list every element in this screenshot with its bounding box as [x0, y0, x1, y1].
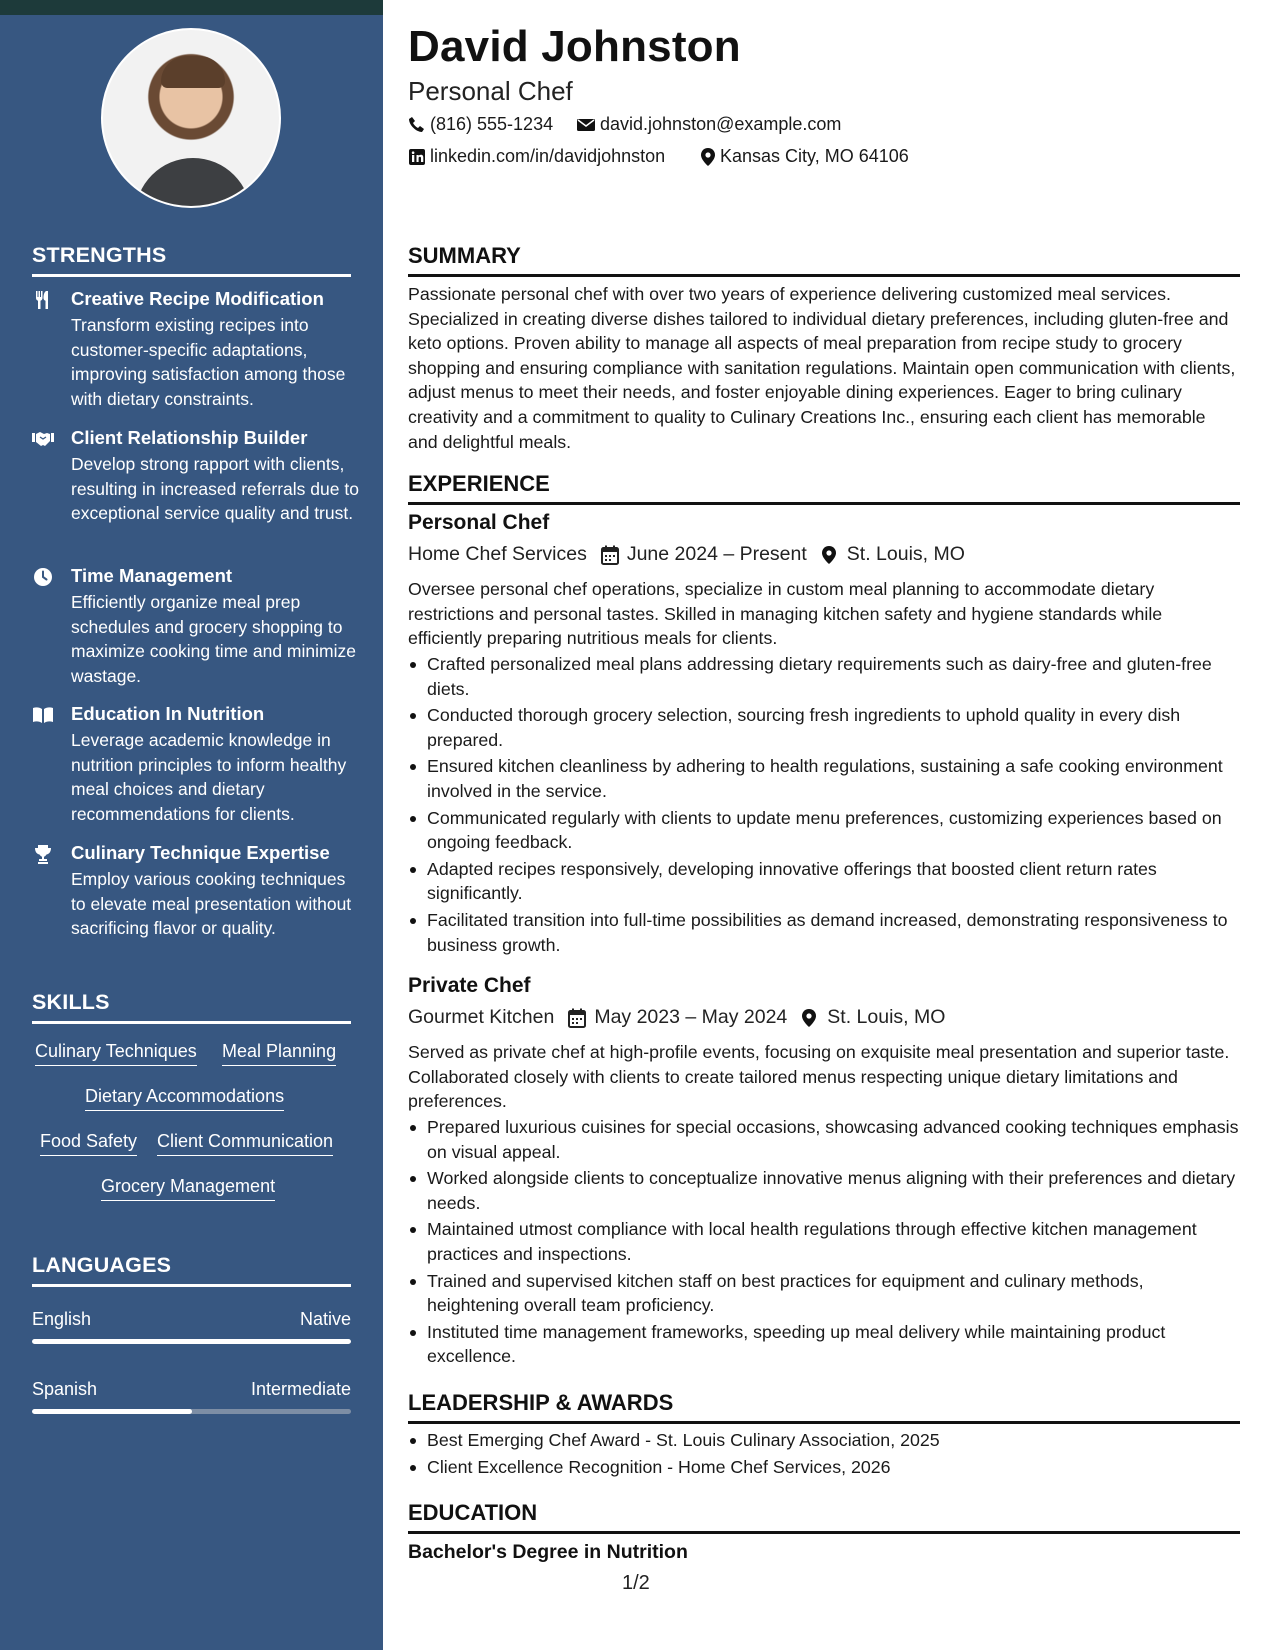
calendar-icon: [601, 545, 619, 565]
job-2-dates: May 2023 – May 2024: [594, 1006, 788, 1028]
strengths-heading: STRENGTHS: [32, 243, 351, 277]
contact-linkedin: [408, 146, 665, 167]
job-2-bullet: Instituted time management frameworks, speeding up meal delivery while maintaining product excellence.: [408, 1320, 1240, 1369]
skill-tag: Culinary Techniques: [35, 1041, 197, 1066]
utensils-icon: [32, 290, 54, 310]
email-text: david.johnston@example.com: [600, 114, 842, 134]
trophy-icon: [32, 844, 54, 864]
job-title-header: Personal Chef: [408, 76, 573, 106]
skill-tag: Food Safety: [40, 1131, 137, 1156]
strength-title: Client Relationship Builder: [71, 427, 308, 448]
strength-title: Education In Nutrition: [71, 703, 265, 724]
skill-tag: Grocery Management: [101, 1176, 275, 1201]
summary-text: Passionate personal chef with over two years of experience delivering customized meal services. Specialized in creating diverse dishes tailored to individual dietary preferences, including gluten-free and keto options. Proven ability to manage all aspects of meal preparation from recipe study to grocery shopping and ensuring compliance with sanitation regulations. Maintain open communication with clients, adjust menus to meet their needs, and foster enjoyable dining experiences. Eager to bring culinary creativity and a commitment to quality to Culinary Creations Inc., ensuring each client has memorable and delightful meals.: [408, 284, 1236, 452]
award-item: Best Emerging Chef Award - St. Louis Culinary Association, 2025: [408, 1428, 1240, 1453]
summary-heading: SUMMARY: [408, 243, 1240, 277]
language-row: [32, 1309, 351, 1330]
strength-desc: Efficiently organize meal prep schedules and grocery shopping to maximize cooking time and minimize wastage.: [71, 592, 356, 686]
job-1-bullet: Facilitated transition into full-time possibilities as demand increased, demonstrating responsiveness to business growth.: [408, 908, 1240, 957]
job-2-title: Private Chef: [408, 974, 531, 997]
job-2-location: St. Louis, MO: [827, 1006, 946, 1028]
strength-desc: Transform existing recipes into customer-specific adaptations, improving satisfaction among those with dietary constraints.: [71, 315, 346, 409]
language-name: Spanish: [32, 1379, 98, 1399]
award-item: Client Excellence Recognition - Home Chef Services, 2026: [408, 1455, 1240, 1480]
language-proficiency-bar: [32, 1409, 351, 1414]
job-1-dates: June 2024 – Present: [626, 543, 807, 565]
language-proficiency-bar: [32, 1339, 351, 1344]
language-level: Intermediate: [250, 1379, 351, 1399]
sidebar: [0, 0, 383, 1650]
contact-location: [700, 146, 909, 167]
clock-icon: [32, 567, 54, 587]
leadership-list: [408, 1428, 1240, 1481]
main-content: [408, 0, 1240, 1650]
map-pin-icon: [700, 147, 716, 167]
envelope-icon: [576, 117, 596, 133]
job-1-bullets: [408, 652, 1240, 959]
strength-desc: Employ various cooking techniques to elevate meal presentation without sacrificing flavor or quality.: [71, 869, 352, 938]
language-proficiency-fill: [32, 1339, 351, 1344]
job-2-meta: [408, 1006, 945, 1029]
contact-email: [576, 114, 841, 135]
job-1-location: St. Louis, MO: [846, 543, 965, 565]
job-2-bullets: [408, 1115, 1240, 1371]
job-2-bullet: Worked alongside clients to conceptualize innovative menus aligning with their preferences and dietary needs.: [408, 1166, 1240, 1215]
strength-title: Creative Recipe Modification: [71, 288, 324, 309]
job-1-meta: [408, 543, 965, 566]
language-name: English: [32, 1309, 92, 1329]
map-pin-icon: [801, 1008, 817, 1028]
skills-heading: SKILLS: [32, 990, 351, 1024]
language-level: Native: [299, 1309, 351, 1329]
leadership-heading: LEADERSHIP & AWARDS: [408, 1390, 1240, 1424]
skill-tag: Client Communication: [157, 1131, 333, 1156]
linkedin-text: linkedin.com/in/davidjohnston: [430, 146, 666, 166]
job-1-bullet: Conducted thorough grocery selection, sourcing fresh ingredients to uphold quality in every dish prepared.: [408, 703, 1240, 752]
job-1-bullet: Ensured kitchen cleanliness by adhering to health regulations, sustaining a safe cooking environment involved in the service.: [408, 754, 1240, 803]
job-1-bullet: Communicated regularly with clients to update menu preferences, customizing experiences based on ongoing feedback.: [408, 806, 1240, 855]
strength-desc: Develop strong rapport with clients, resulting in increased referrals due to exceptional service quality and trust.: [71, 454, 359, 523]
job-2-desc: Served as private chef at high-profile events, focusing on exquisite meal presentation and superior taste. Collaborated closely with clients to create tailored menus respecting unique dietary limitations and preferences.: [408, 1042, 1230, 1112]
handshake-icon: [32, 429, 54, 449]
strength-desc: Leverage academic knowledge in nutrition principles to inform healthy meal choices and dietary recommendations for clients.: [71, 730, 347, 824]
candidate-name: David Johnston: [408, 22, 741, 71]
linkedin-icon: [408, 148, 426, 166]
calendar-icon: [568, 1008, 586, 1028]
strength-title: Time Management: [71, 565, 233, 586]
languages-heading: LANGUAGES: [32, 1253, 351, 1287]
contact-phone: [408, 114, 553, 135]
job-2-bullet: Maintained utmost compliance with local health regulations through effective kitchen management practices and inspections.: [408, 1217, 1240, 1266]
language-row: [32, 1379, 351, 1400]
strength-title: Culinary Technique Expertise: [71, 842, 330, 863]
job-2-company: Gourmet Kitchen: [408, 1006, 555, 1028]
job-2-bullet: Prepared luxurious cuisines for special occasions, showcasing advanced cooking techniques emphasis on visual appeal.: [408, 1115, 1240, 1164]
top-accent-bar: [0, 0, 383, 15]
education-heading: EDUCATION: [408, 1500, 1240, 1534]
skill-tag: Dietary Accommodations: [85, 1086, 284, 1111]
profile-photo: [101, 28, 281, 208]
map-pin-icon: [821, 545, 837, 565]
book-icon: [32, 705, 54, 725]
language-proficiency-fill: [32, 1409, 192, 1414]
experience-heading: EXPERIENCE: [408, 471, 1240, 505]
location-text: Kansas City, MO 64106: [720, 146, 909, 166]
skill-tag: Meal Planning: [222, 1041, 336, 1066]
job-1-title: Personal Chef: [408, 511, 550, 534]
job-1-company: Home Chef Services: [408, 543, 587, 565]
education-degree: Bachelor's Degree in Nutrition: [408, 1541, 688, 1563]
job-1-desc: Oversee personal chef operations, specialize in custom meal planning to accommodate dietary restrictions and personal tastes. Skilled in managing kitchen safety and hygiene standards while efficiently preparing nutritious meals for clients.: [408, 579, 1163, 649]
job-2-bullet: Trained and supervised kitchen staff on best practices for equipment and culinary methods, heightening overall team proficiency.: [408, 1269, 1240, 1318]
page-number: 1/2: [622, 1572, 650, 1594]
phone-text: (816) 555-1234: [430, 114, 554, 134]
job-1-bullet: Crafted personalized meal plans addressing dietary requirements such as dairy-free and gluten-free diets.: [408, 652, 1240, 701]
job-1-bullet: Adapted recipes responsively, developing innovative offerings that boosted client return rates significantly.: [408, 857, 1240, 906]
phone-icon: [408, 116, 426, 134]
